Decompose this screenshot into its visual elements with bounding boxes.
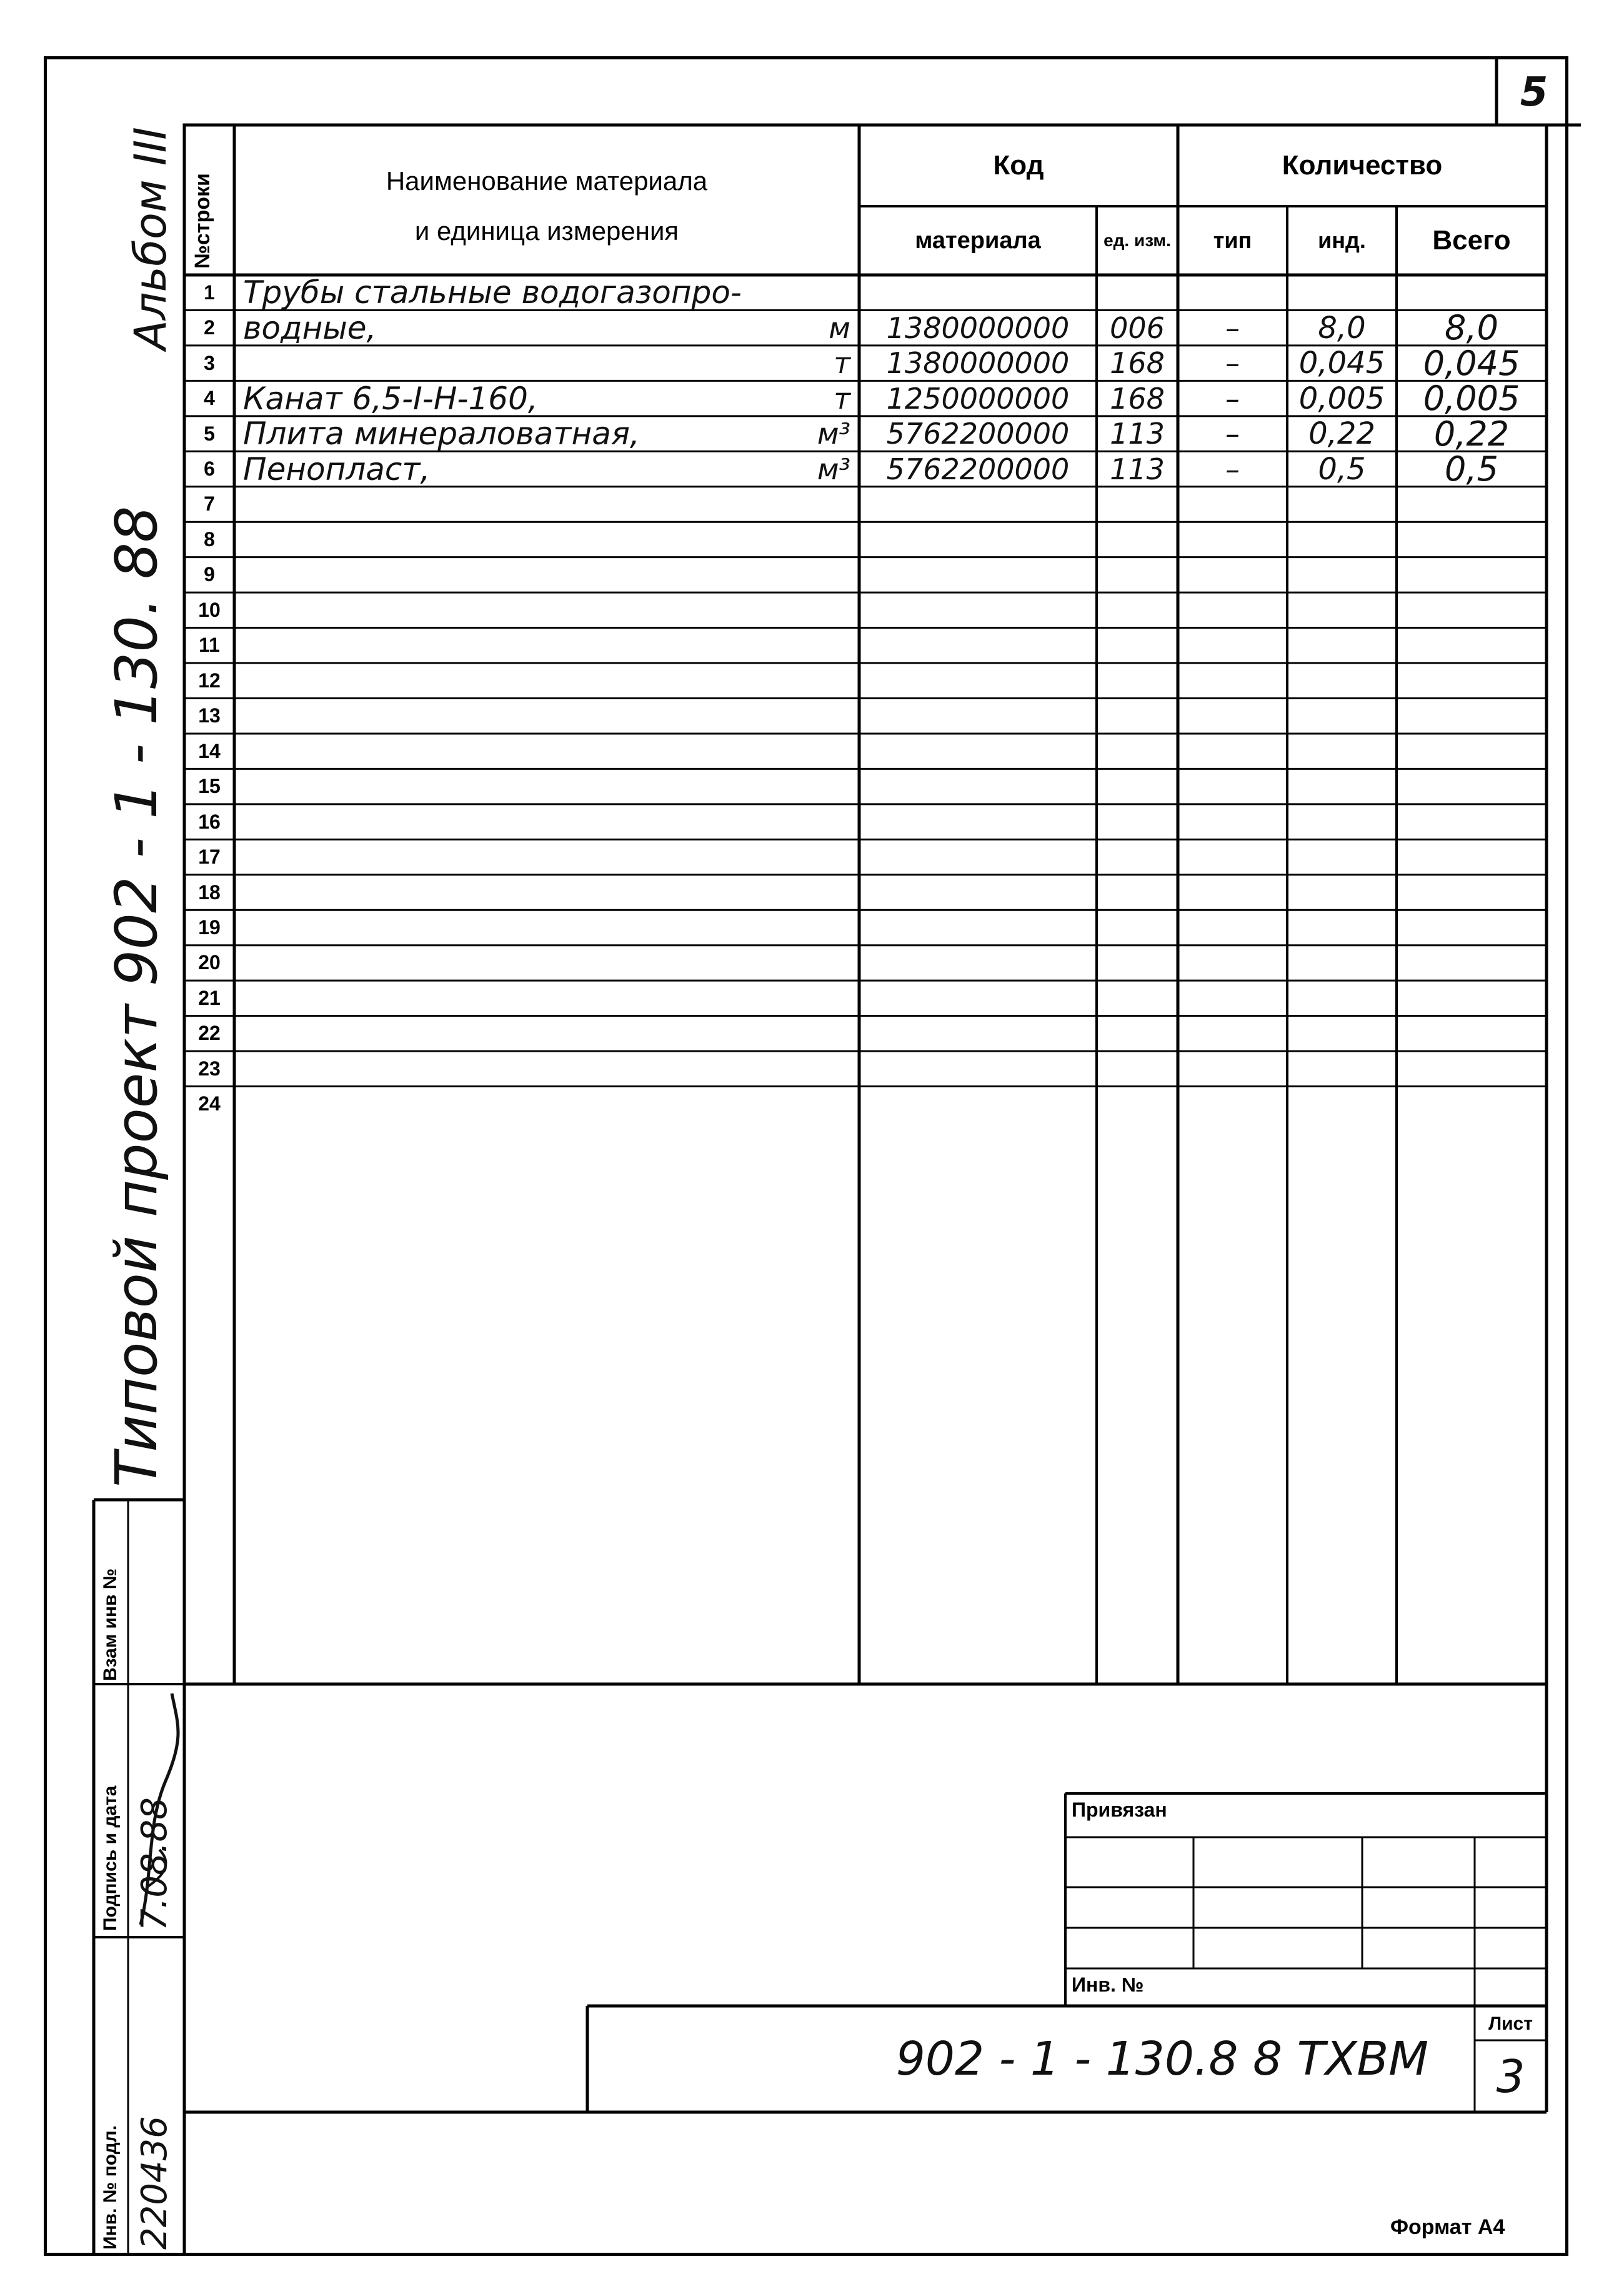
format-label: Формат А4 bbox=[1390, 2215, 1505, 2239]
inv-podl-label: Инв. № подл. bbox=[100, 2125, 121, 2250]
cell-material_code bbox=[859, 910, 1097, 945]
cell-total bbox=[1397, 628, 1547, 663]
vzam-inv-label: Взам инв № bbox=[100, 1568, 121, 1681]
cell-material_code bbox=[859, 1016, 1097, 1051]
cell-name: Канат 6,5-I-Н-160, bbox=[243, 380, 538, 417]
cell-type: – bbox=[1225, 417, 1240, 451]
cell-total bbox=[1397, 557, 1547, 592]
cell-unit_code bbox=[1097, 875, 1178, 910]
cell-no: 7 bbox=[204, 492, 215, 516]
cell-total bbox=[1397, 698, 1547, 733]
signature bbox=[128, 1687, 184, 1937]
cell-unit_code bbox=[1097, 592, 1178, 627]
cell-type bbox=[1178, 275, 1287, 310]
cell-no: 20 bbox=[198, 951, 221, 974]
cell-total bbox=[1397, 839, 1547, 874]
cell-unit bbox=[750, 945, 859, 980]
cell-total bbox=[1397, 910, 1547, 945]
cell-no: 13 bbox=[198, 704, 221, 727]
cell-ind bbox=[1287, 1051, 1397, 1086]
cell-ind bbox=[1287, 875, 1397, 910]
cell-unit_code bbox=[1097, 945, 1178, 980]
cell-ind bbox=[1287, 910, 1397, 945]
cell-unit_code bbox=[1097, 663, 1178, 698]
cell-unit_code: 168 bbox=[1110, 346, 1165, 381]
cell-no: 19 bbox=[198, 915, 221, 939]
cell-unit: т bbox=[834, 346, 850, 381]
header-name: Наименование материала bbox=[386, 166, 708, 196]
cell-unit_code bbox=[1097, 557, 1178, 592]
cell-total: 0,005 bbox=[1423, 379, 1520, 419]
cell-material_code bbox=[859, 592, 1097, 627]
cell-unit_code bbox=[1097, 980, 1178, 1015]
header-qty-ind: инд. bbox=[1318, 227, 1366, 253]
cell-type bbox=[1178, 839, 1287, 874]
cell-unit: т bbox=[834, 381, 850, 416]
cell-unit bbox=[750, 1016, 859, 1051]
cell-material_code bbox=[859, 1087, 1097, 1122]
cell-no: 9 bbox=[204, 563, 215, 586]
cell-unit bbox=[750, 980, 859, 1015]
inv-no-label: Инв. № bbox=[1072, 1973, 1144, 1996]
cell-unit bbox=[750, 628, 859, 663]
cell-unit_code bbox=[1097, 910, 1178, 945]
cell-total: 8,0 bbox=[1445, 308, 1498, 348]
header-row-no: №строки bbox=[191, 173, 214, 269]
cell-unit_code bbox=[1097, 839, 1178, 874]
cell-total bbox=[1397, 1087, 1547, 1122]
cell-no: 16 bbox=[198, 810, 221, 833]
cell-no: 5 bbox=[204, 422, 215, 445]
cell-total: 0,22 bbox=[1433, 414, 1510, 454]
cell-no: 4 bbox=[204, 387, 215, 410]
cell-type: – bbox=[1225, 381, 1240, 416]
cell-material_code bbox=[859, 557, 1097, 592]
cell-unit bbox=[750, 592, 859, 627]
header-code-material: материала bbox=[915, 227, 1041, 254]
cell-type bbox=[1178, 1051, 1287, 1086]
cell-type bbox=[1178, 734, 1287, 769]
cell-ind: 8,0 bbox=[1318, 310, 1366, 346]
cell-unit_code: 006 bbox=[1110, 311, 1165, 345]
cell-type: – bbox=[1225, 311, 1240, 345]
cell-ind bbox=[1287, 522, 1397, 557]
cell-unit_code bbox=[1097, 734, 1178, 769]
cell-total bbox=[1397, 1051, 1547, 1086]
cell-no: 22 bbox=[198, 1022, 221, 1045]
cell-total bbox=[1397, 875, 1547, 910]
cell-ind bbox=[1287, 487, 1397, 522]
cell-type bbox=[1178, 698, 1287, 733]
sheet-label: Лист bbox=[1488, 2013, 1533, 2034]
cell-material_code bbox=[859, 698, 1097, 733]
cell-ind bbox=[1287, 804, 1397, 839]
cell-ind bbox=[1287, 945, 1397, 980]
cell-unit_code bbox=[1097, 1051, 1178, 1086]
cell-unit bbox=[750, 557, 859, 592]
cell-type bbox=[1178, 804, 1287, 839]
cell-no: 3 bbox=[204, 351, 215, 374]
cell-type bbox=[1178, 1016, 1287, 1051]
cell-total bbox=[1397, 487, 1547, 522]
cell-unit_code: 168 bbox=[1110, 381, 1165, 416]
cell-ind bbox=[1287, 275, 1397, 310]
cell-material_code bbox=[859, 1051, 1097, 1086]
cell-no: 2 bbox=[204, 316, 215, 339]
cell-material_code bbox=[859, 945, 1097, 980]
cell-ind: 0,22 bbox=[1308, 416, 1375, 452]
cell-material_code bbox=[859, 522, 1097, 557]
cell-material_code bbox=[859, 663, 1097, 698]
cell-type bbox=[1178, 945, 1287, 980]
cell-ind bbox=[1287, 698, 1397, 733]
cell-total: 0,045 bbox=[1423, 343, 1520, 383]
header-qty-type: тип bbox=[1213, 227, 1252, 253]
cell-total bbox=[1397, 945, 1547, 980]
header-qty-total: Всего bbox=[1432, 225, 1511, 256]
cell-total bbox=[1397, 275, 1547, 310]
cell-ind bbox=[1287, 769, 1397, 804]
cell-unit bbox=[750, 698, 859, 733]
cell-no: 11 bbox=[199, 634, 220, 657]
cell-ind bbox=[1287, 628, 1397, 663]
cell-name: водные, bbox=[243, 309, 377, 346]
cell-type bbox=[1178, 628, 1287, 663]
cell-unit_code bbox=[1097, 1087, 1178, 1122]
cell-unit_code: 113 bbox=[1110, 452, 1165, 486]
sheet-number: 3 bbox=[1496, 2050, 1525, 2103]
album-title: Альбом III bbox=[125, 127, 176, 350]
cell-unit bbox=[750, 1087, 859, 1122]
cell-type bbox=[1178, 557, 1287, 592]
cell-no: 12 bbox=[198, 669, 221, 692]
cell-no: 17 bbox=[198, 845, 221, 869]
cell-material_code bbox=[859, 734, 1097, 769]
cell-type bbox=[1178, 875, 1287, 910]
cell-type bbox=[1178, 592, 1287, 627]
cell-material_code bbox=[859, 275, 1097, 310]
cell-unit bbox=[750, 487, 859, 522]
project-title: Типовой проект 902 - 1 - 130. 88 bbox=[103, 506, 170, 1487]
cell-type: – bbox=[1225, 346, 1240, 381]
cell-no: 6 bbox=[204, 457, 215, 480]
cell-unit bbox=[750, 839, 859, 874]
cell-ind bbox=[1287, 592, 1397, 627]
cell-unit: м³ bbox=[817, 452, 850, 486]
cell-type bbox=[1178, 769, 1287, 804]
cell-ind bbox=[1287, 839, 1397, 874]
cell-material_code bbox=[859, 839, 1097, 874]
header-code: Код bbox=[993, 150, 1044, 181]
cell-no: 15 bbox=[198, 775, 221, 798]
cell-type bbox=[1178, 663, 1287, 698]
cell-ind: 0,005 bbox=[1298, 381, 1385, 416]
cell-type bbox=[1178, 980, 1287, 1015]
cell-ind bbox=[1287, 1087, 1397, 1122]
cell-ind bbox=[1287, 557, 1397, 592]
cell-ind: 0,045 bbox=[1298, 346, 1385, 381]
cell-unit bbox=[750, 910, 859, 945]
cell-material_code: 5762200000 bbox=[886, 452, 1070, 486]
cell-material_code: 1250000000 bbox=[886, 381, 1070, 416]
cell-unit: м³ bbox=[817, 417, 850, 451]
cell-type bbox=[1178, 910, 1287, 945]
page-number: 5 bbox=[1520, 69, 1548, 116]
cell-material_code: 1380000000 bbox=[886, 346, 1070, 381]
cell-total bbox=[1397, 734, 1547, 769]
cell-unit_code bbox=[1097, 1016, 1178, 1051]
cell-ind bbox=[1287, 734, 1397, 769]
cell-no: 21 bbox=[198, 986, 221, 1009]
cell-material_code bbox=[859, 980, 1097, 1015]
cell-unit bbox=[750, 875, 859, 910]
cell-unit bbox=[750, 663, 859, 698]
cell-ind bbox=[1287, 1016, 1397, 1051]
cell-type bbox=[1178, 522, 1287, 557]
cell-material_code bbox=[859, 804, 1097, 839]
podpis-data-value: 7.08.88 bbox=[134, 1797, 175, 1931]
cell-type bbox=[1178, 1087, 1287, 1122]
header-name-line2: и единица измерения bbox=[414, 216, 679, 246]
cell-total bbox=[1397, 1016, 1547, 1051]
header-quantity: Количество bbox=[1282, 150, 1443, 181]
cell-unit: м bbox=[829, 311, 850, 345]
cell-unit bbox=[750, 1051, 859, 1086]
cell-material_code: 1380000000 bbox=[886, 311, 1070, 345]
cell-material_code bbox=[859, 628, 1097, 663]
cell-total bbox=[1397, 522, 1547, 557]
cell-unit bbox=[750, 804, 859, 839]
cell-unit bbox=[750, 522, 859, 557]
cell-name: Плита минераловатная, bbox=[243, 416, 640, 452]
cell-name: Трубы стальные водогазопро- bbox=[243, 274, 742, 311]
cell-material_code bbox=[859, 769, 1097, 804]
cell-unit bbox=[750, 769, 859, 804]
cell-ind bbox=[1287, 663, 1397, 698]
cell-total bbox=[1397, 592, 1547, 627]
header-code-unit: ед. изм. bbox=[1103, 231, 1171, 250]
cell-unit_code: 113 bbox=[1110, 417, 1165, 451]
cell-no: 14 bbox=[198, 739, 221, 762]
cell-ind: 0,5 bbox=[1318, 451, 1366, 487]
cell-total: 0,5 bbox=[1445, 449, 1498, 489]
cell-total bbox=[1397, 769, 1547, 804]
cell-no: 1 bbox=[204, 281, 215, 304]
cell-material_code bbox=[859, 487, 1097, 522]
cell-total bbox=[1397, 980, 1547, 1015]
cell-unit_code bbox=[1097, 698, 1178, 733]
cell-unit_code bbox=[1097, 769, 1178, 804]
cell-total bbox=[1397, 804, 1547, 839]
cell-no: 18 bbox=[198, 880, 221, 904]
cell-type bbox=[1178, 487, 1287, 522]
cell-unit_code bbox=[1097, 804, 1178, 839]
document-designation: 902 - 1 - 130.8 8 ТХВМ bbox=[895, 2032, 1429, 2086]
cell-total bbox=[1397, 663, 1547, 698]
cell-type: – bbox=[1225, 452, 1240, 486]
cell-no: 24 bbox=[198, 1092, 221, 1115]
cell-unit bbox=[750, 734, 859, 769]
inv-podl-value: 220436 bbox=[134, 2116, 175, 2250]
cell-unit bbox=[750, 275, 859, 310]
privyazan-label: Привязан bbox=[1072, 1798, 1167, 1821]
cell-material_code bbox=[859, 875, 1097, 910]
cell-unit_code bbox=[1097, 522, 1178, 557]
cell-ind bbox=[1287, 980, 1397, 1015]
cell-unit_code bbox=[1097, 628, 1178, 663]
cell-unit_code bbox=[1097, 275, 1178, 310]
cell-name: Пенопласт, bbox=[243, 451, 431, 487]
cell-unit_code bbox=[1097, 487, 1178, 522]
podpis-data-label: Подпись и дата bbox=[100, 1785, 121, 1931]
cell-no: 10 bbox=[198, 598, 221, 621]
cell-no: 23 bbox=[198, 1057, 221, 1080]
cell-material_code: 5762200000 bbox=[886, 417, 1070, 451]
cell-no: 8 bbox=[204, 527, 215, 551]
